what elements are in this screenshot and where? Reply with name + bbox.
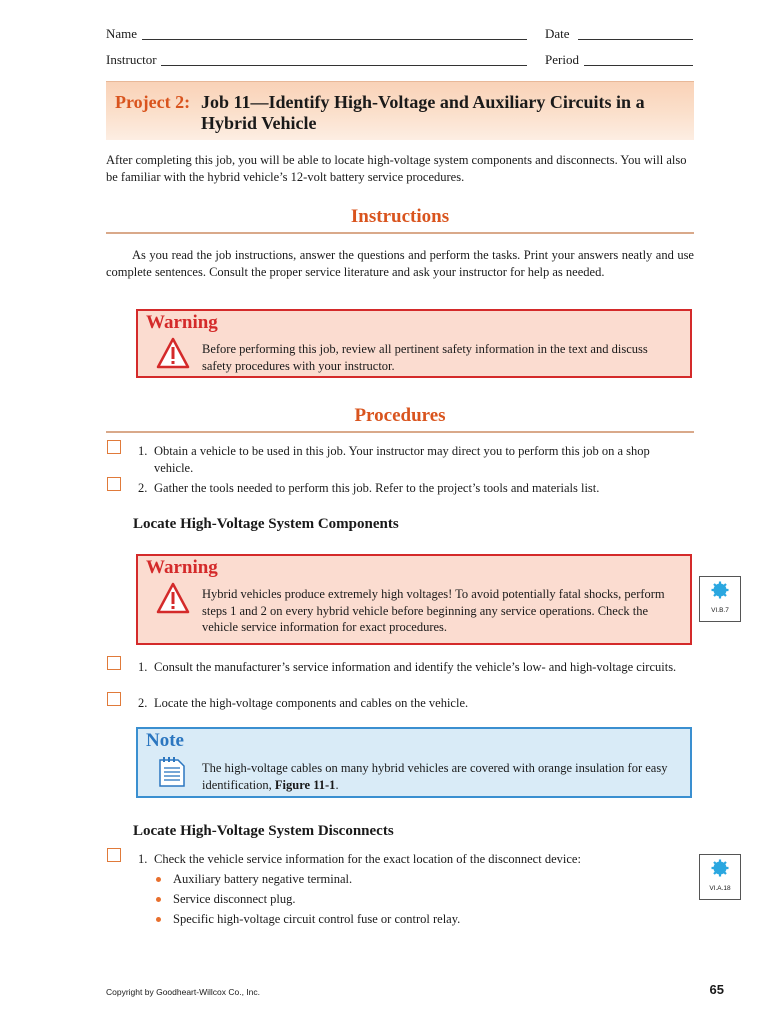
step-text: Consult the manufacturer’s service information and identify the vehicle’s low- and high-voltage circuits. xyxy=(154,660,677,674)
standard-code: VI.A.18 xyxy=(709,885,731,892)
bullet-icon xyxy=(156,917,161,922)
instructions-heading: Instructions xyxy=(350,206,450,227)
step-text: Check the vehicle service information for the exact location of the disconnect device: xyxy=(154,852,581,866)
date-label: Date xyxy=(545,26,570,41)
date-field[interactable] xyxy=(578,39,693,40)
job-title-banner xyxy=(106,81,694,140)
warning-title: Warning xyxy=(146,312,218,333)
warning-box xyxy=(136,554,692,645)
procedures-rule xyxy=(106,431,694,433)
instructions-rule xyxy=(106,232,694,234)
checkbox-icon[interactable] xyxy=(107,692,121,706)
warning-triangle-icon xyxy=(156,582,190,614)
copyright-text: Copyright by Goodheart-Willcox Co., Inc. xyxy=(106,987,261,997)
step-number: 2. xyxy=(138,696,148,710)
warning-title: Warning xyxy=(146,557,218,578)
bullet-icon xyxy=(156,897,161,902)
bullet-item: Service disconnect plug. xyxy=(173,892,296,906)
figure-reference[interactable]: Figure 11-1 xyxy=(274,777,336,792)
standard-code: VI.B.7 xyxy=(711,607,729,614)
checkbox-icon[interactable] xyxy=(107,848,121,862)
bullet-item: Auxiliary battery negative terminal. xyxy=(173,872,353,886)
instructor-field[interactable] xyxy=(161,65,527,66)
instructor-label: Instructor xyxy=(106,52,157,67)
note-text-end: . xyxy=(335,777,339,792)
step-text: Locate the high-voltage components and cables on the vehicle. xyxy=(154,696,469,710)
checkbox-icon[interactable] xyxy=(107,440,121,454)
warning-text: Hybrid vehicles produce extremely high voltages! To avoid potentially fatal shocks, perform steps 1 and 2 on every hybrid vehicle before beginning any service operations. Check the vehicle service information for exact procedures. xyxy=(202,587,665,634)
procedures-heading: Procedures xyxy=(354,405,446,426)
note-pad-icon xyxy=(158,756,186,788)
standard-badge xyxy=(699,854,741,900)
name-label: Name xyxy=(106,26,138,41)
gear-badge-icon xyxy=(711,859,729,877)
step-number: 1. xyxy=(138,444,148,458)
intro-paragraph: After completing this job, you will be able to locate high-voltage system components and disconnects. You will also be familiar with the hybrid vehicle’s 12-volt battery service procedures. xyxy=(106,153,687,184)
note-box xyxy=(136,727,692,798)
standard-badge xyxy=(699,576,741,622)
instructions-paragraph: As you read the job instructions, answer the questions and perform the tasks. Print your answers neatly and use complete sentences. Consult the proper service literature and ask your instructor for help as needed. xyxy=(106,248,694,279)
job-title: Job 11—Identify High-Voltage and Auxiliary Circuits in a Hybrid Vehicle xyxy=(201,92,645,133)
warning-triangle-icon xyxy=(156,337,190,369)
checkbox-icon[interactable] xyxy=(107,477,121,491)
step-number: 1. xyxy=(138,852,148,866)
components-heading: Locate High-Voltage System Components xyxy=(133,516,399,532)
period-field[interactable] xyxy=(584,65,693,66)
checkbox-icon[interactable] xyxy=(107,656,121,670)
bullet-icon xyxy=(156,877,161,882)
step-number: 2. xyxy=(138,481,148,495)
step-text: Obtain a vehicle to be used in this job. Your instructor may direct you to perform this job on a shop vehicle. xyxy=(154,444,650,475)
warning-box xyxy=(136,309,692,378)
step-number: 1. xyxy=(138,660,148,674)
note-title: Note xyxy=(146,730,184,751)
warning-text: Before performing this job, review all pertinent safety information in the text and discuss safety procedures with your instructor. xyxy=(202,342,648,373)
note-text-body: The high-voltage cables on many hybrid vehicles are covered with orange insulation for easy identification, xyxy=(202,761,668,792)
disconnects-heading: Locate High-Voltage System Disconnects xyxy=(133,823,394,839)
period-label: Period xyxy=(545,52,579,67)
gear-badge-icon xyxy=(711,581,729,599)
name-field[interactable] xyxy=(142,39,527,40)
step-text: Gather the tools needed to perform this job. Refer to the project’s tools and materials list. xyxy=(154,481,600,495)
project-label: Project 2: xyxy=(115,92,191,112)
page-number: 65 xyxy=(709,982,724,997)
note-text xyxy=(202,760,672,793)
bullet-item: Specific high-voltage circuit control fuse or control relay. xyxy=(173,912,461,926)
